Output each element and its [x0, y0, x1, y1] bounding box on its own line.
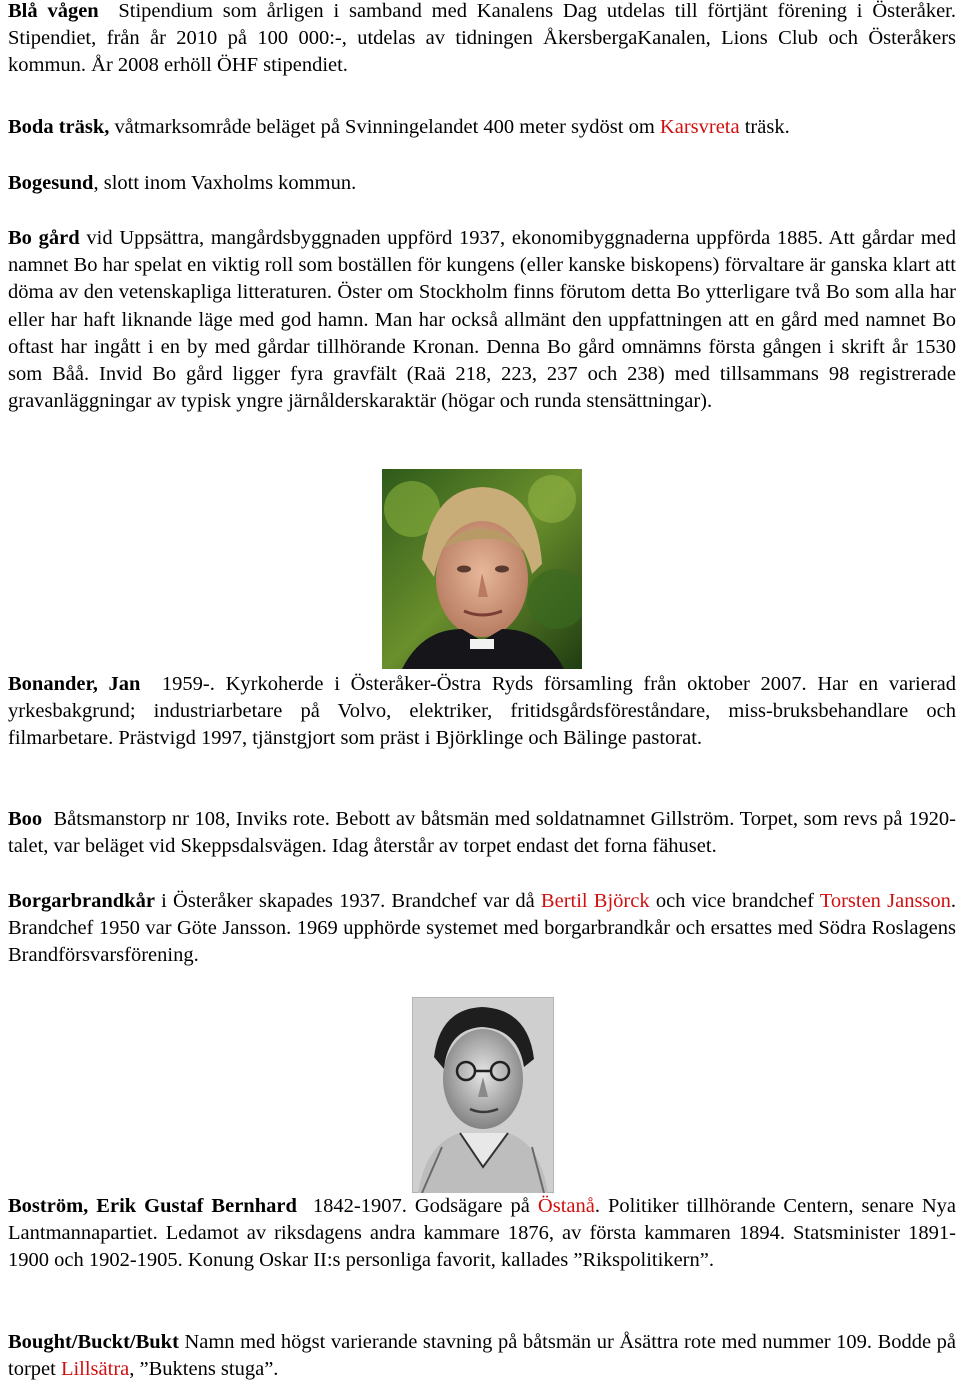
entry-text: Stipendium som årligen i samband med Kanalens Dag utdelas till förtjänt förening i Österåker. Stipendiet, från år 2010 på 100 000:-, utdelas av tidningen ÅkersbergaKanalen, Lions Club och Österåkers kommun. År 2008 erhöll ÖHF stipendiet.: [8, 0, 956, 77]
portrait-photo-bonander: [382, 469, 582, 669]
entry-head: Bonander, Jan: [8, 673, 141, 695]
entry-head: Bought/Buckt/Bukt: [8, 1331, 179, 1353]
entry-head: Blå vågen: [8, 0, 99, 22]
entry-text: , slott inom Vaxholms kommun.: [93, 172, 357, 194]
entry-head: Bogesund: [8, 172, 94, 194]
entry-bo-gard: [8, 225, 956, 415]
link-ostana[interactable]: Östanå: [537, 1195, 595, 1217]
link-lillsatra[interactable]: Lillsätra: [60, 1358, 130, 1381]
entry-text: och vice brandchef: [655, 890, 814, 912]
entry-head: Bo gård: [8, 227, 80, 249]
link-karsvreta[interactable]: Karsvreta: [659, 116, 740, 138]
entry-head: Boda träsk,: [8, 116, 110, 138]
entry-text: i Österåker skapades 1937. Brandchef var då: [161, 890, 535, 912]
entry-head: Boo: [8, 808, 43, 830]
entry-text: Båtsmanstorp nr 108, Inviks rote. Bebott av båtsmän med soldatnamnet Gillström. Torpet, som revs på 1920-talet, var beläget vid Skeppsdalsvägen. Idag återstår av torpet endast det forna fähuset.: [8, 808, 956, 858]
entry-bought: [8, 1329, 956, 1383]
entry-boo: [8, 806, 956, 860]
entry-borgarbrandkar: [8, 888, 956, 970]
entry-bogesund: [8, 170, 956, 197]
entry-boda-trask: [8, 114, 956, 141]
entry-bostrom: [8, 1193, 956, 1275]
entry-head: Borgarbrandkår: [8, 890, 155, 912]
entry-text: . Brandchef 1950 var Göte Jansson. 1969 upphörde systemet med borgarbrandkår och ersattes med Södra Roslagens Brandförsvarsförening.: [8, 890, 957, 967]
entry-text: . Politiker tillhörande Centern, senare Nya Lantmannapartiet. Ledamot av riksdagens andra kammare 1876, av första kammaren 1894. Statsminister 1891-1900 och 1902-1905. Konung Oskar II:s personliga favorit, kallades ”Rikspolitikern”.: [8, 1195, 956, 1272]
link-torsten-jansson[interactable]: Torsten Jansson: [819, 890, 951, 912]
entry-text: 1959-. Kyrkoherde i Österåker-Östra Ryds församling från oktober 2007. Har en varierad yrkesbakgrund; industriarbetare på Volvo, elektriker, fritidsgårdsföreståndare, miss-bruksbehandlare och filmarbetare. Prästvigd 1997, tjänstgjort som präst i Björklinge och Bälinge pastorat.: [8, 673, 957, 750]
entry-text: vid Uppsättra, mangårdsbyggnaden uppförd 1937, ekonomibyggnaderna uppförda 1885. Att gårdar med namnet Bo har spelat en viktig roll som boställen för kungens (eller kanske biskopens) förvaltare är ganska klart att döma av den vetenskapliga litteraturen. Öster om Stockholm finns förutom detta Bo ytterligare två Bo som alla har eller har haft liknande läge med god hamn. Man har också allmänt den uppfattningen att en gård med namnet Bo oftast har ingått i en by med gårdar tillhörande Kronan. Denna Bo gård omnämns första gången i skrift år 1530 som Båå. Invid Bo gård ligger fyra gravfält (Raä 218, 223, 237 och 238) med tillsammans 98 registrerade gravanläggningar av typisk yngre järnålderskaraktär (högar och runda stensättningar).: [8, 227, 956, 413]
entry-text: våtmarksområde beläget på Svinningelandet 400 meter sydöst om: [114, 116, 655, 138]
entry-head: Boström, Erik Gustaf Bernhard: [8, 1195, 297, 1217]
entry-bla-vagen: [8, 0, 956, 80]
entry-bonander: [8, 671, 956, 753]
entry-text: Namn med högst varierande stavning på båtsmän ur Åsättra rote med nummer 109. Bodde på torpet: [8, 1331, 956, 1381]
portrait-photo-bostrom: [412, 997, 554, 1193]
entry-text: 1842-1907. Godsägare på: [312, 1195, 530, 1217]
entry-text: , ”Buktens stuga”.: [129, 1358, 279, 1381]
entry-text: träsk.: [744, 116, 790, 138]
link-bertil-bjorck[interactable]: Bertil Björck: [540, 890, 650, 912]
